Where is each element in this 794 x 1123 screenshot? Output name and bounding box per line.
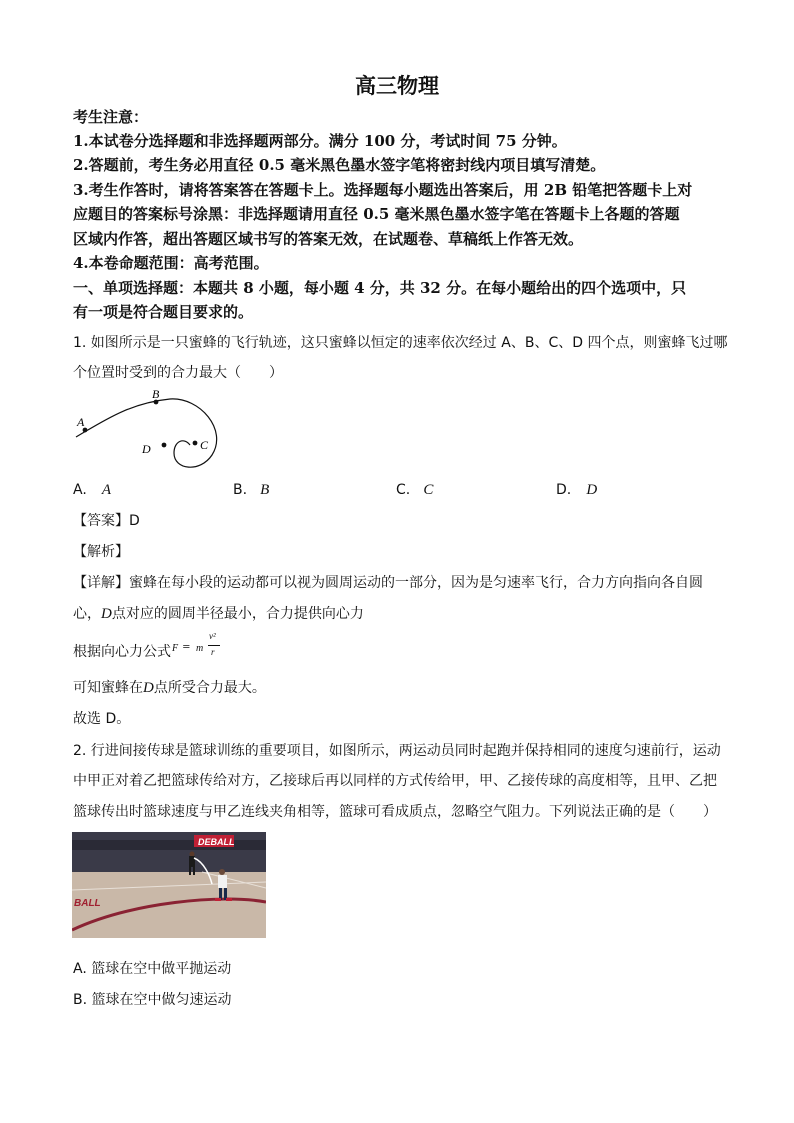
detail-variable-d: D: [101, 606, 112, 622]
q2-option-a: A. 篮球在空中做平抛运动: [73, 961, 232, 977]
centripetal-formula: [172, 632, 232, 668]
notice-line-1: 1.本试卷分选择题和非选择题两部分。满分 100 分，考试时间 75 分钟。: [73, 132, 567, 150]
q1-stem-line-1: 1. 如图所示是一只蜜蜂的飞行轨迹，这只蜜蜂以恒定的速率依次经过 A、B、C、D 四个点，则蜜蜂飞过哪: [73, 335, 728, 351]
q1-option-d: [556, 479, 597, 499]
label-c: C: [200, 438, 209, 452]
page-title: 高三物理: [355, 73, 439, 98]
formula-numerator: v²: [209, 631, 216, 641]
option-value: C: [423, 482, 434, 498]
notice-line-4: 4.本卷命题范围：高考范围。: [73, 254, 269, 272]
notice-line-2: 2.答题前，考生务必用直径 0.5 毫米黑色墨水签字笔将密封线内项目填写清楚。: [73, 156, 606, 174]
q1-conclusion: [73, 677, 266, 697]
notice-heading: 考生注意：: [73, 108, 149, 126]
notice-line-3a: 3.考生作答时，请将答案答在答题卡上。选择题每小题选出答案后，用 2B 铅笔把答题卡上对: [73, 181, 693, 199]
detail-text: 点对应的圆周半径最小，合力提供向心力: [111, 606, 364, 622]
notice-line-3b: 应题目的答案标号涂黑：非选择题请用直径 0.5 毫米黑色墨水签字笔在答题卡上各题的答题: [73, 205, 680, 223]
formula-denominator: r: [211, 647, 215, 657]
q2-stem-line-3: 篮球传出时篮球速度与甲乙连线夹角相等，篮球可看成质点，忽略空气阻力。下列说法正确的是（ ）: [73, 804, 717, 820]
q1-analysis-label: 【解析】: [73, 544, 129, 560]
floor-text: BALL: [74, 898, 101, 909]
option-key: A.: [73, 482, 87, 498]
banner-text: DEBALL: [198, 837, 235, 847]
q1-option-a: [73, 479, 111, 499]
point-d: [162, 443, 167, 448]
basketball-photo: [72, 832, 266, 938]
label-a: A: [77, 415, 85, 429]
q1-option-b: [233, 479, 269, 499]
q2-option-b: B. 篮球在空中做匀速运动: [73, 992, 232, 1008]
formula-intro: 根据向心力公式: [73, 644, 171, 660]
q1-detail-line-1: 【详解】蜜蜂在每小段的运动都可以视为圆周运动的一部分，因为是匀速率飞行，合力方向指向各自圆: [73, 575, 703, 591]
option-key: B.: [233, 482, 248, 498]
basketball-scene: [72, 832, 266, 938]
q1-answer: 【答案】D: [73, 513, 140, 529]
q1-option-c: [396, 479, 433, 499]
option-value: D: [586, 482, 598, 498]
q2-stem-line-2: 中甲正对着乙把篮球传给对方，乙接球后再以同样的方式传给甲，甲、乙接传球的高度相等，且甲、乙把: [73, 773, 717, 789]
notice-line-3c: 区域内作答，超出答题区域书写的答案无效，在试题卷、草稿纸上作答无效。: [73, 230, 584, 248]
section-heading-line-1: 一、单项选择题：本题共 8 小题，每小题 4 分，共 32 分。在每小题给出的四个选项中，只: [73, 279, 687, 297]
q1-stem-line-2: 个位置时受到的合力最大（ ）: [73, 365, 283, 381]
label-b: B: [152, 387, 160, 401]
q2-stem-line-1: 2. 行进间接传球是篮球训练的重要项目，如图所示，两运动员同时起跑并保持相同的速度匀速前行，运动: [73, 743, 721, 759]
conclusion-variable-d: D: [143, 680, 154, 696]
bee-trajectory-figure: [70, 385, 230, 475]
option-key: D.: [556, 482, 572, 498]
option-value: B: [260, 482, 270, 498]
conclusion-text: 可知蜜蜂在: [73, 680, 143, 696]
q1-choice: 故选 D。: [73, 711, 131, 727]
detail-text: 心，: [73, 606, 101, 622]
conclusion-text: 点所受合力最大。: [153, 680, 266, 696]
label-d: D: [142, 442, 151, 456]
option-value: A: [101, 482, 112, 498]
formula-lhs: F: [172, 643, 179, 654]
q1-detail-line-2: [73, 603, 364, 623]
option-key: C.: [396, 482, 411, 498]
formula-equals: =: [179, 642, 194, 653]
q1-formula-line: [73, 641, 171, 661]
section-heading-line-2: 有一项是符合题目要求的。: [73, 303, 254, 321]
formula-mass: m: [196, 643, 204, 654]
trajectory-curve: [76, 399, 217, 467]
point-c: [193, 441, 198, 446]
fraction-bar: [208, 645, 220, 646]
